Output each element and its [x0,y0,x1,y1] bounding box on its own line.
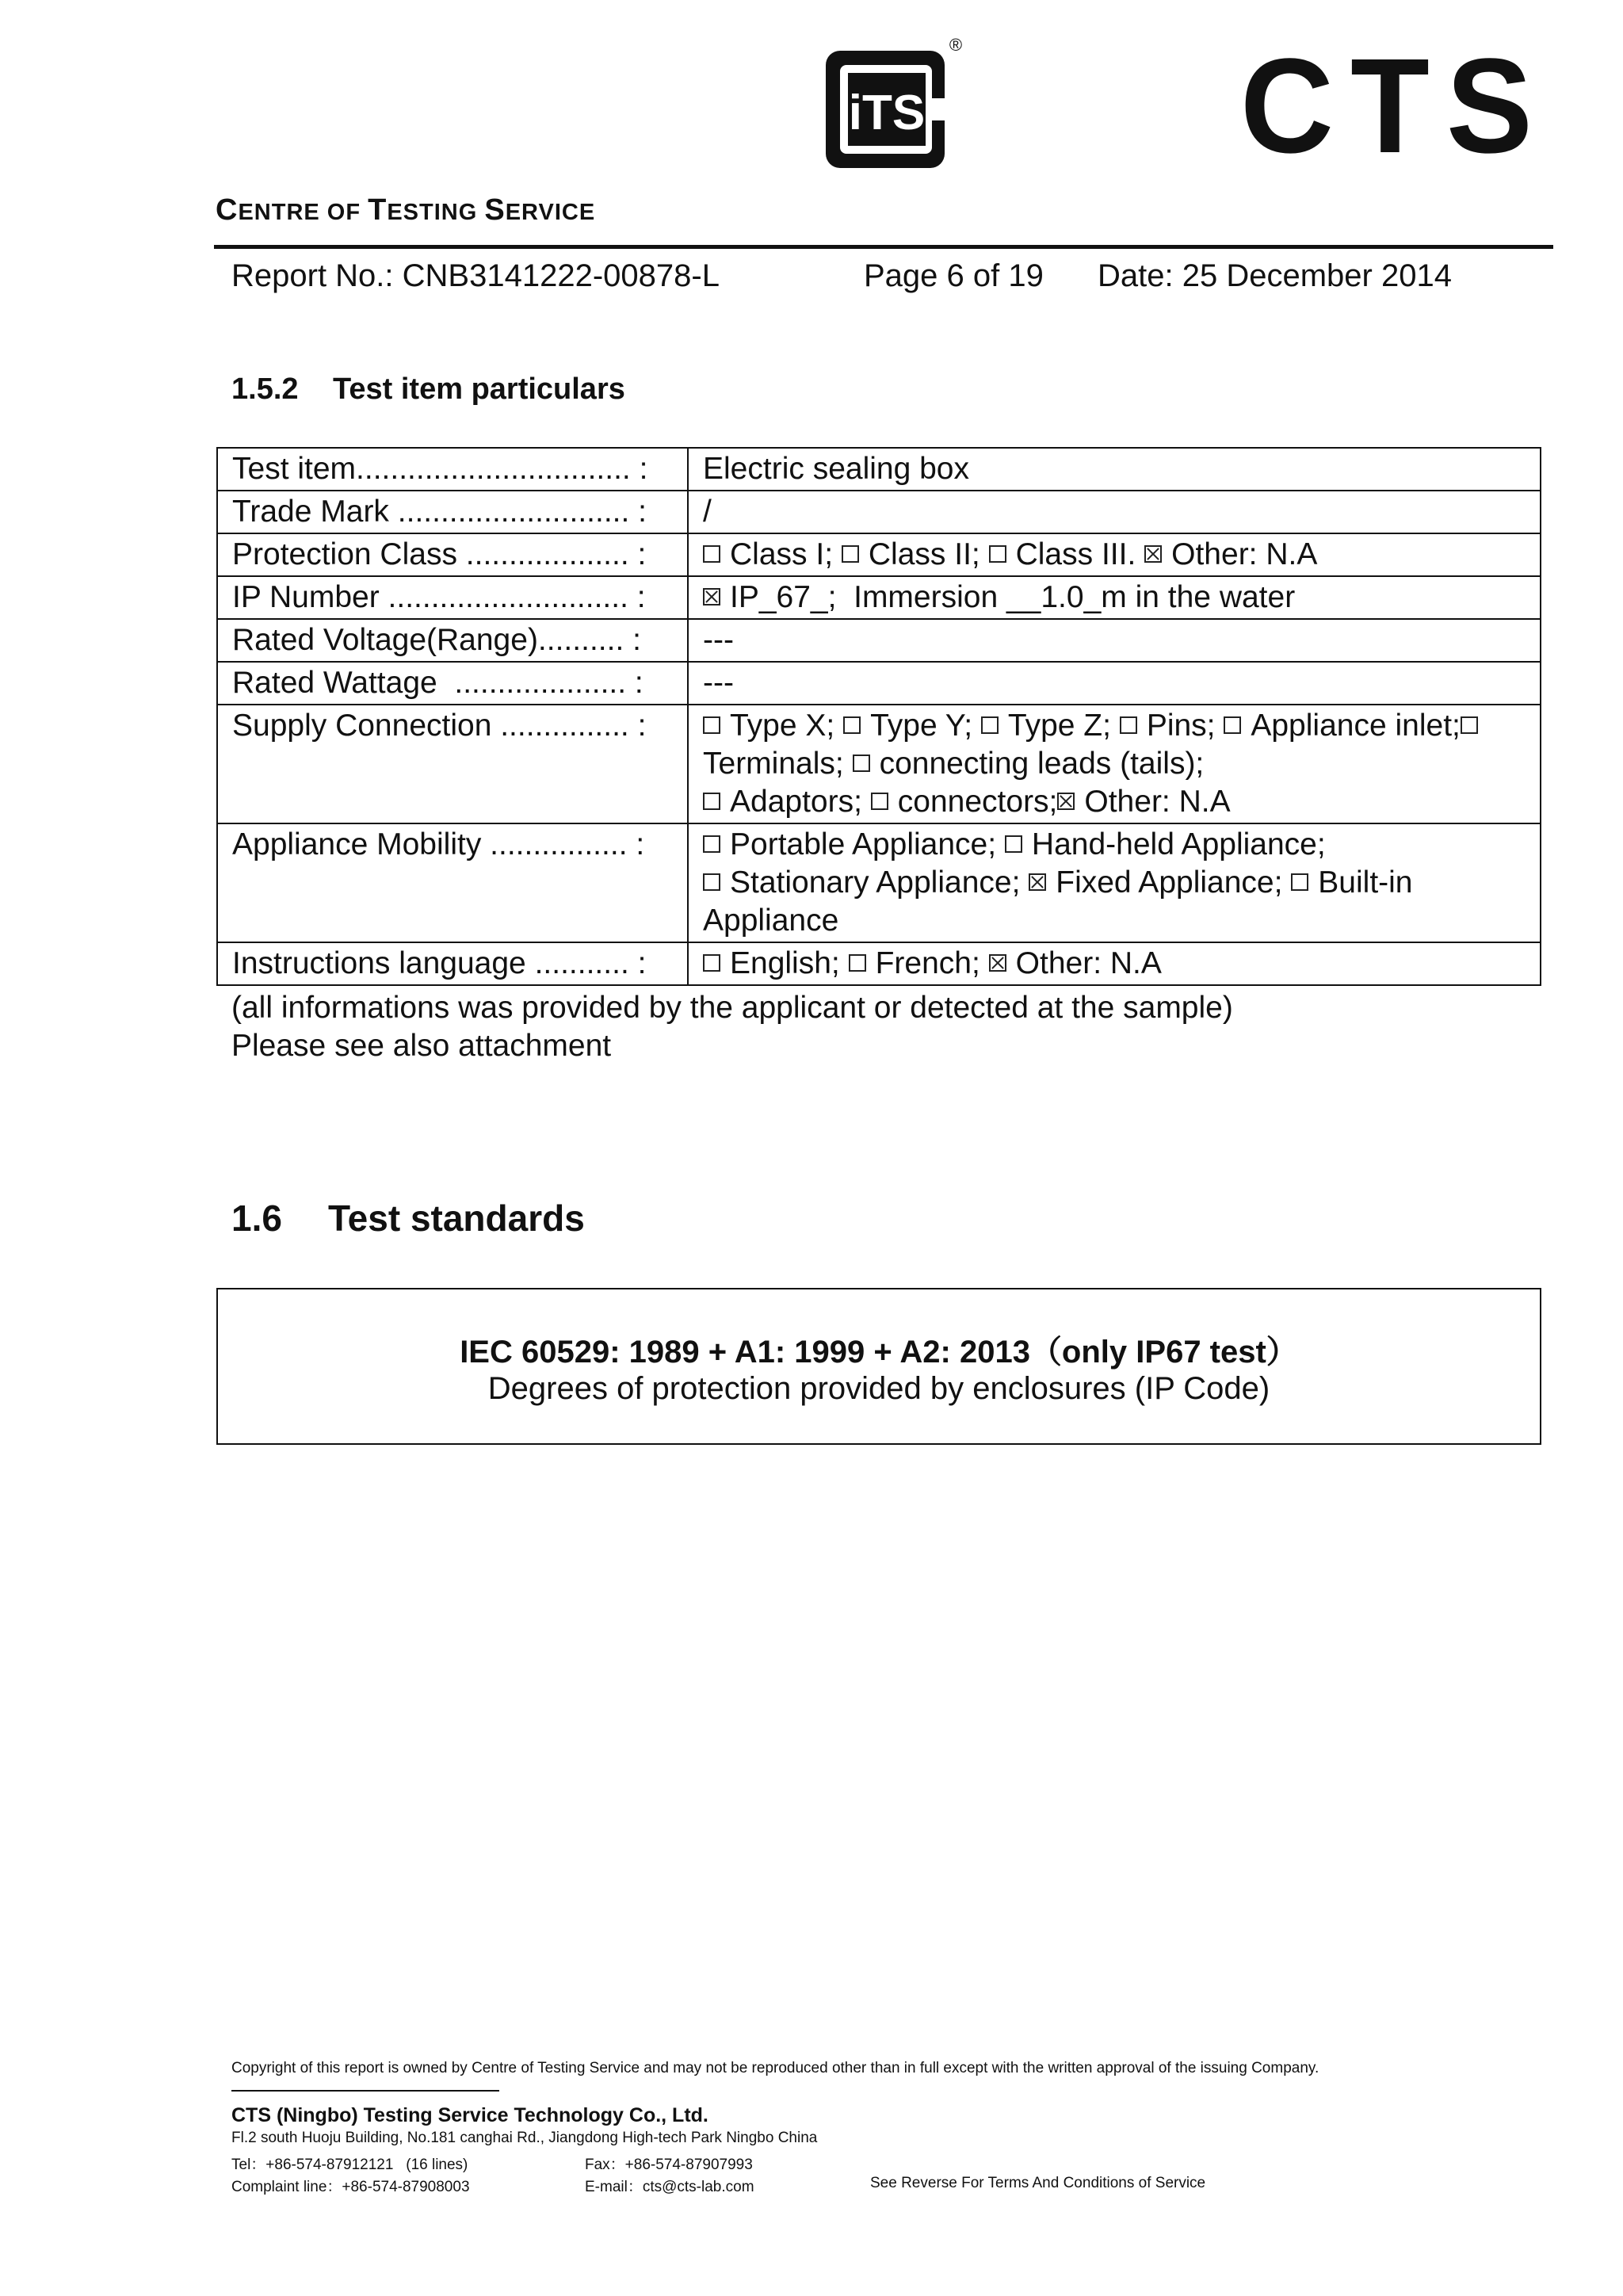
table-row [217,448,1541,491]
checkbox-unchecked-icon [703,793,720,810]
table-row [217,823,1541,942]
row-label: IP Number ............................ : [217,576,688,619]
checkbox-checked-icon [1029,873,1046,891]
checkbox-unchecked-icon [871,793,888,810]
test-item-particulars-table [216,447,1541,986]
row-value: Electric sealing box [688,448,1541,491]
registered-mark: ® [949,35,963,55]
checkbox-unchecked-icon [981,716,999,734]
footer-complaint-line: Complaint line：+86-574-87908003 [231,2179,470,2195]
row-label: Test item................................ : [217,448,688,491]
standard-description: Degrees of protection provided by enclosures (IP Code) [487,1371,1270,1406]
checkbox-unchecked-icon [849,954,866,972]
checkbox-unchecked-icon [1005,835,1022,853]
checkbox-unchecked-icon [703,873,720,891]
footer-tel: Tel：+86-574-87912121 (16 lines) [231,2157,468,2173]
table-row [217,491,1541,533]
note-information-source: (all informations was provided by the applicant or detected at the sample) [231,991,1233,1025]
row-label: Instructions language ........... : [217,942,688,985]
report-number: Report No.: CNB3141222-00878-L [231,258,720,293]
checkbox-checked-icon [703,588,720,606]
checkbox-unchecked-icon [842,545,859,563]
checkbox-unchecked-icon [1224,716,1241,734]
footer-terms-note: See Reverse For Terms And Conditions of Service [870,2175,1206,2191]
row-label: Protection Class ................... : [217,533,688,576]
report-date: Date: 25 December 2014 [1098,258,1452,293]
checkbox-unchecked-icon [703,954,720,972]
checkbox-unchecked-icon [989,545,1006,563]
table-row [217,942,1541,985]
row-label: Rated Voltage(Range).......... : [217,619,688,662]
section-heading-test-standards: 1.6 Test standards [231,1198,585,1239]
cts-logo [1236,55,1553,166]
note-see-attachment: Please see also attachment [231,1029,612,1063]
copyright-notice: Copyright of this report is owned by Centre of Testing Service and may not be reproduced other than in full except with the written approval of the issuing Company. [231,2060,1319,2076]
row-label: Rated Wattage .................... : [217,662,688,705]
row-value: Class I; Class II; Class III. Other: N.A [688,533,1541,576]
standard-title: IEC 60529: 1989 + A1: 1999 + A2: 2013（only IP67 test） [460,1335,1298,1370]
footer-company: CTS (Ningbo) Testing Service Technology Co., Ltd. [231,2104,708,2126]
footer-address: Fl.2 south Huoju Building, No.181 canghai Rd., Jiangdong High-tech Park Ningbo China [231,2130,818,2146]
row-value: --- [688,662,1541,705]
row-value: Type X; Type Y; Type Z; Pins; Appliance inlet;Terminals; connecting leads (tails); Adaptors; connectors; Other: N.A [688,705,1541,823]
table-row [217,662,1541,705]
table-row [217,619,1541,662]
checkbox-unchecked-icon [853,755,870,772]
page-number: Page 6 of 19 [864,258,1044,293]
section-heading-test-item-particulars: 1.5.2 Test item particulars [231,372,625,406]
row-value: / [688,491,1541,533]
row-label: Supply Connection ............... : [217,705,688,823]
table-row [217,533,1541,576]
checkbox-unchecked-icon [1120,716,1137,734]
test-standard-box [216,1288,1541,1445]
checkbox-checked-icon [1057,793,1075,810]
row-label: Trade Mark ........................... : [217,491,688,533]
row-label: Appliance Mobility ................ : [217,823,688,942]
table-row [217,705,1541,823]
company-name: CENTRE OF TESTING SERVICE [216,193,596,227]
row-value: English; French; Other: N.A [688,942,1541,985]
checkbox-unchecked-icon [1291,873,1308,891]
checkbox-unchecked-icon [843,716,861,734]
header-divider [214,245,1553,249]
its-logo-text: iTS [848,86,926,140]
checkbox-checked-icon [1144,545,1162,563]
footer-fax: Fax：+86-574-87907993 [585,2157,753,2173]
footer-email: E-mail：cts@cts-lab.com [585,2179,754,2195]
cts-logo-text: CTS [1240,55,1549,166]
row-value: Portable Appliance; Hand-held Appliance; Stationary Appliance; Fixed Appliance; Built-in Appliance [688,823,1541,942]
table-row [217,576,1541,619]
checkbox-unchecked-icon [703,545,720,563]
row-value: --- [688,619,1541,662]
checkbox-unchecked-icon [703,835,720,853]
checkbox-unchecked-icon [1461,716,1478,734]
row-value: IP_67_; Immersion __1.0_m in the water [688,576,1541,619]
checkbox-checked-icon [989,954,1006,972]
its-logo [816,30,967,173]
checkbox-unchecked-icon [703,716,720,734]
footer-divider [231,2090,499,2092]
